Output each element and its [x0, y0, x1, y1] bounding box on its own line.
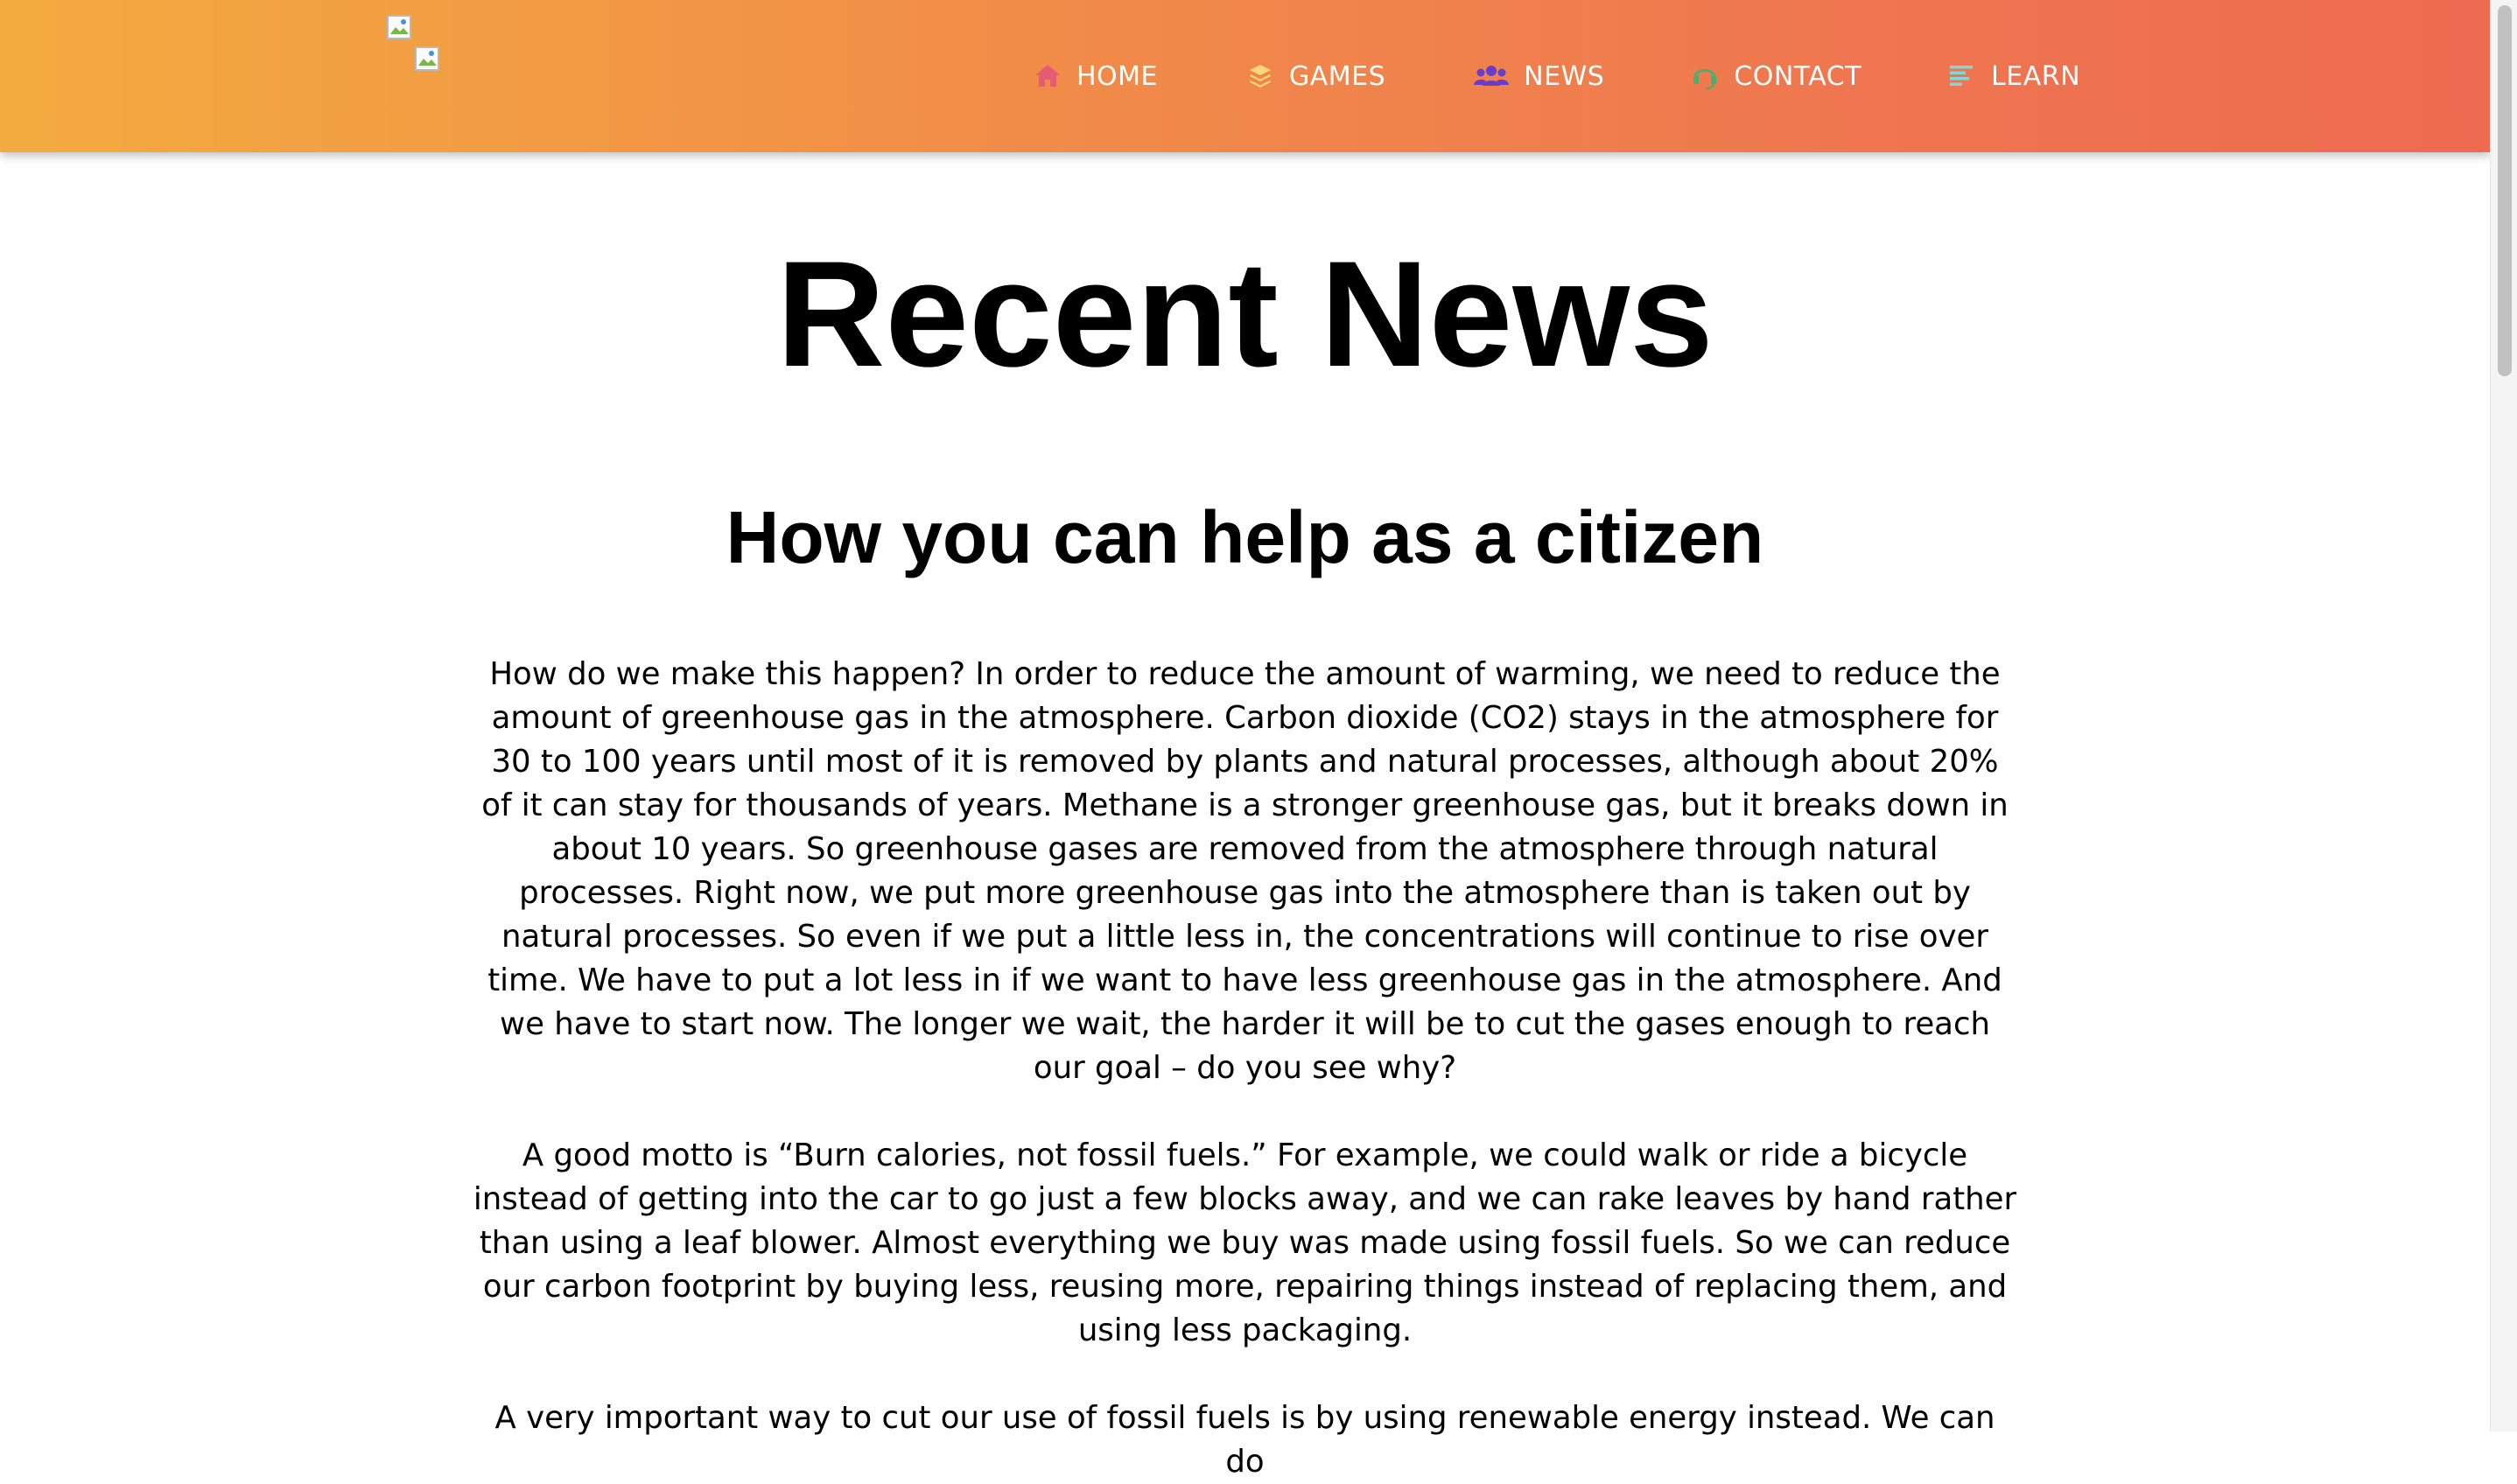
layers-icon	[1245, 61, 1275, 91]
section-title: How you can help as a citizen	[726, 496, 1764, 578]
nav-item-label: HOME	[1076, 60, 1159, 92]
nav-item-label: NEWS	[1524, 60, 1605, 92]
article-paragraph: A good motto is “Burn calories, not fossil fuels.” For example, we could walk or ride a bicycle instead of getting into the car to go just a few blocks away, and we can rake leaves by hand rather than using a leaf blower. Almost everything we buy was made using fossil fuels. So we can reduce our carbon footprint by buying less, reusing more, repairing things instead of replacing them, and using less packaging.	[473, 1138, 2017, 1348]
nav-item-learn[interactable]	[1947, 61, 2080, 92]
nav-item-label: LEARN	[1991, 60, 2081, 92]
article-paragraph: How do we make this happen? In order to reduce the amount of warming, we need to reduce the amount of greenhouse gas in the atmosphere. Carbon dioxide (CO2) stays in the atmosphere for 30 to 100 years until most of it is removed by plants and natural processes, although about 20% of it can stay for thousands of years. Methane is a stronger greenhouse gas, but it breaks down in about 10 years. So greenhouse gases are removed from the atmosphere through natural processes. Right now, we put more greenhouse gas into the atmosphere than is taken out by natural processes. So even if we put a little less in, the concentrations will continue to rise over time. We have to put a lot less in if we want to have less greenhouse gas in the atmosphere. And we have to start now. The longer we wait, the harder it will be to cut the gases enough to reach our goal – do you see why?	[481, 656, 2009, 1086]
navbar	[0, 0, 2491, 152]
nav-item-games[interactable]	[1245, 61, 1385, 92]
broken-image-icon[interactable]	[387, 15, 413, 41]
article-paragraph: A very important way to cut our use of fossil fuels is by using renewable energy instead. We can do	[494, 1400, 1995, 1480]
home-icon	[1033, 61, 1062, 91]
page-title: Recent News	[776, 230, 1714, 398]
scrollbar[interactable]	[2490, 0, 2517, 1432]
nav-item-news[interactable]	[1473, 61, 1604, 92]
nav-item-label: CONTACT	[1734, 60, 1862, 92]
nav-item-contact[interactable]	[1690, 61, 1861, 92]
users-icon	[1473, 61, 1510, 91]
headset-icon	[1690, 61, 1720, 91]
scrollbar-thumb[interactable]	[2498, 5, 2512, 376]
main-nav	[1033, 54, 2080, 98]
broken-image-icon[interactable]	[415, 46, 441, 73]
list-icon	[1947, 61, 1977, 91]
nav-item-home[interactable]	[1033, 61, 1158, 92]
nav-item-label: GAMES	[1289, 60, 1386, 92]
